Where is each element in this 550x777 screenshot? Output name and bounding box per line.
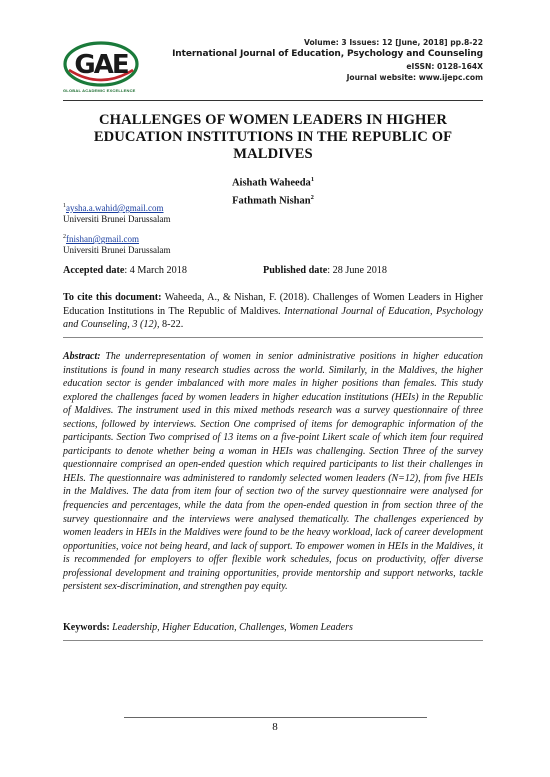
page-number: 8 <box>272 721 278 733</box>
institution: Universiti Brunei Darussalam <box>63 245 171 255</box>
footer-rule <box>124 717 427 718</box>
dates-line <box>63 265 483 276</box>
email-link[interactable]: fnishan@gmail.com <box>66 234 140 244</box>
journal-website: Journal website: www.ijepc.com <box>346 73 483 82</box>
volume-line: Volume: 3 Issues: 12 [June, 2018] pp.8-22 <box>304 38 483 47</box>
journal-header <box>63 38 483 100</box>
gae-logo <box>63 40 139 88</box>
eissn: eISSN: 0128-164X <box>406 62 483 71</box>
title-line: MALDIVES <box>233 146 313 162</box>
header-rule <box>63 100 483 101</box>
citation-journal: International Journal of Education, Psychology and Counseling, 3 (12), <box>63 305 483 330</box>
published-date: Published date: 28 June 2018 <box>263 265 387 276</box>
accepted-date: Accepted date: 4 March 2018 <box>63 265 187 276</box>
logo-text: GAE <box>74 50 128 80</box>
title-line: EDUCATION INSTITUTIONS IN THE REPUBLIC OF <box>93 129 453 145</box>
abstract <box>63 350 483 594</box>
author: Aishath Waheeda$^1$ <box>231 176 315 189</box>
citation-label: To cite this document: <box>63 292 162 303</box>
institution: Universiti Brunei Darussalam <box>63 214 171 224</box>
keywords <box>63 621 483 634</box>
journal-info <box>172 38 483 83</box>
keywords-rule <box>63 640 483 641</box>
affiliation-1: $^1$aysha.a.wahid@gmail.com Universiti Brunei Darussalam <box>63 203 171 224</box>
citation-text: Waheeda, A., & Nishan, F. (2018). Challenges of Women Leaders in Higher Education Institutions in The Republic of Maldives. <box>63 292 483 317</box>
affiliation-2: $^2$fnishan@gmail.com Universiti Brunei Darussalam <box>63 234 171 255</box>
paper-title <box>63 112 483 163</box>
email-link[interactable]: aysha.a.wahid@gmail.com <box>66 203 164 213</box>
keywords-text: Leadership, Higher Education, Challenges, Women Leaders <box>109 622 353 633</box>
abstract-label: Abstract: <box>63 351 101 362</box>
logo-subtext: GLOBAL ACADEMIC EXCELLENCE <box>63 88 136 93</box>
abstract-text: The underrepresentation of women in senior administrative positions in higher education institutions is found in many research studies across the world. Similarly, in the Maldives, the higher education sector is gender imbalanced with more males in higher positions than females. This study explored the challenges faced by women leaders in higher education institutions (HEIs) in the Republic of Maldives. The instrument used in this mixed methods research was a survey questionnaire of three sections, followed by interviews. Section One comprised of items for demographic information of the participants. Section Two comprised of 13 items on a five-point Likert scale of which item four required participants to denote whether being a woman in HEIs was challenging. Section Three of the survey questionnaire comprised an open-ended question which required participants to list their challenges in HEIs. The questionnaire was administered to randomly selected women leaders (N=12), from five HEIs in the Maldives. The data from item four of section two of the survey questionnaire were analysed for frequencies and percentages, while the data from the open-ended question in from section three of the survey questionnaire and the interviews were analysed thematically. The challenges experienced by women leaders in HEIs in the Maldives were found to be the heavy workload, lack of career development opportunities, voice not being heard, and lack of support. To empower women in HEIs in the Maldives, it is recommended for employers to offer flexible work schedules, focus on productivity, offer diverse professional development and training opportunities, provide mentorship and support networks, tackle persistent sex-discrimination, and strengthen pay equity. <box>63 351 483 593</box>
journal-name: International Journal of Education, Psychology and Counseling <box>172 49 483 59</box>
keywords-label: Keywords: <box>63 622 110 633</box>
author: Fathmath Nishan$^2$ <box>232 193 314 206</box>
citation-rule <box>63 337 483 338</box>
title-line: CHALLENGES OF WOMEN LEADERS IN HIGHER <box>99 112 447 128</box>
citation: To cite this document: Waheeda, A., & Nishan, F. (2018). Challenges of Women Leaders in Higher Education Institutions in The Republic of Maldives. International Journal of Education, Psychology and Counseling, 3 (12), 8-22. <box>63 292 483 330</box>
